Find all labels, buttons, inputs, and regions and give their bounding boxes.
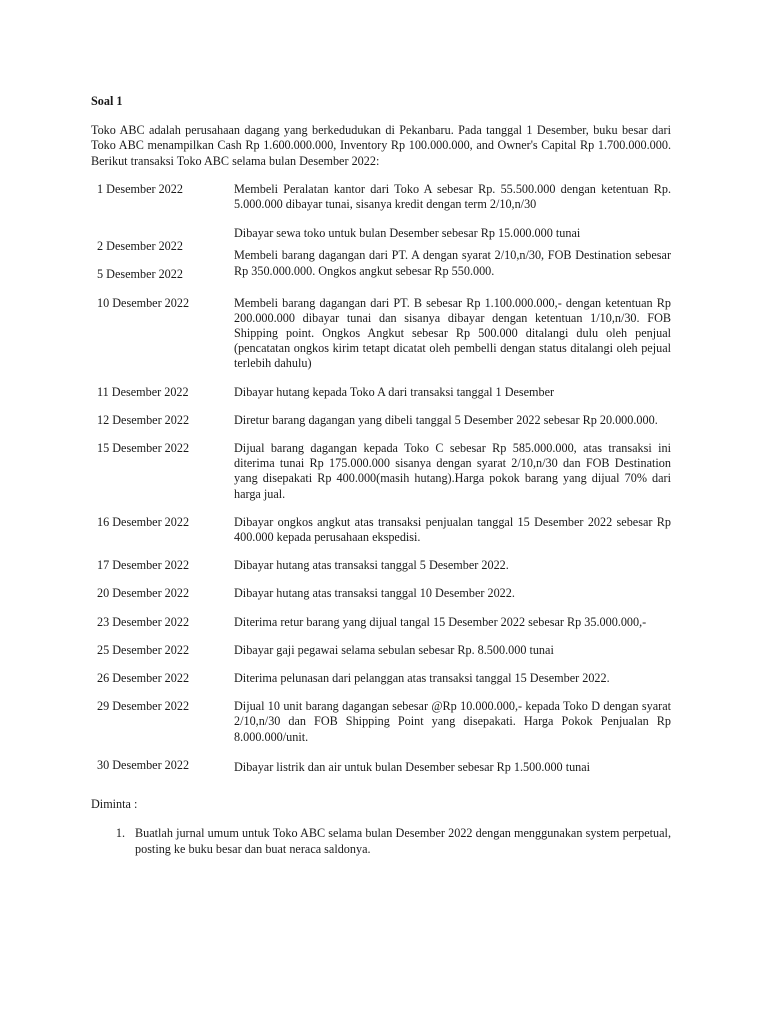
transaction-date: 17 Desember 2022 <box>97 558 190 573</box>
transaction-row <box>91 385 671 400</box>
transaction-date: 16 Desember 2022 <box>97 514 190 529</box>
transaction-description: Dibayar hutang atas transaksi tanggal 10 Desember 2022. <box>234 586 515 601</box>
transaction-description: Diterima pelunasan dari pelanggan atas transaksi tanggal 15 Desember 2022. <box>234 671 610 686</box>
transaction-descriptions-group <box>234 226 671 279</box>
transaction-row <box>91 558 671 573</box>
transaction-description: Membeli barang dagangan dari PT. A dengan syarat 2/10,n/30, FOB Destination sebesar Rp 350.000.000. Ongkos angkut sebesar Rp 550.000. <box>234 248 671 278</box>
transaction-description: Dibayar hutang kepada Toko A dari transaksi tanggal 1 Desember <box>234 384 555 399</box>
transaction-description: Dibayar listrik dan air untuk bulan Desember sebesar Rp 1.500.000 tunai <box>234 759 591 774</box>
transaction-description: Diterima retur barang yang dijual tangal 15 Desember 2022 sebesar Rp 35.000.000,- <box>234 614 647 629</box>
transaction-date: 23 Desember 2022 <box>97 614 190 629</box>
transaction-list <box>91 182 671 775</box>
transaction-date: 2 Desember 2022 <box>97 239 183 254</box>
intro-paragraph: Toko ABC adalah perusahaan dagang yang berkedudukan di Pekanbaru. Pada tanggal 1 Desember, buku besar dari Toko ABC menampilkan Cash Rp 1.600.000.000, Inventory Rp 100.000.000, and Owner's Capital Rp 1.700.000.000. Berikut transaksi Toko ABC selama bulan Desember 2022: <box>91 123 671 168</box>
transaction-row-group <box>91 226 671 282</box>
transaction-description: Membeli barang dagangan dari PT. B sebesar Rp 1.100.000.000,- dengan ketentuan Rp 200.000.000 dibayar tunai dan sisanya dibayar dengan ketentuan 1/10,n/30. FOB Shipping point. Ongkos Angkut sebesar Rp 500.000 ditalangi dulu oleh penjual (pencatatan ongkos kirim tetapt dicatat oleh pembelli dengan status ditalangi oleh pejual terlebih dahulu) <box>234 295 671 371</box>
requirement-text: Buatlah jurnal umum untuk Toko ABC selama bulan Desember 2022 dengan menggunakan system perpetual, posting ke buku besar dan buat neraca saldonya. <box>135 826 671 856</box>
transaction-date: 15 Desember 2022 <box>97 441 190 456</box>
transaction-row <box>91 441 671 502</box>
transaction-row <box>91 586 671 601</box>
requirement-item <box>91 826 671 856</box>
transaction-row <box>91 699 671 745</box>
transaction-row <box>91 515 671 545</box>
transaction-date: 5 Desember 2022 <box>97 267 183 282</box>
transaction-date: 1 Desember 2022 <box>97 181 183 196</box>
transaction-date: 29 Desember 2022 <box>97 699 190 714</box>
transaction-row <box>91 413 671 428</box>
transaction-row <box>91 615 671 630</box>
transaction-description: Dijual barang dagangan kepada Toko C sebesar Rp 585.000.000, atas transaksi ini diterima tunai Rp 175.000.000 sisanya dengan syarat 2/10,n/30 dan FOB Destination yang disepakati Rp 400.000(masih hutang).Harga pokok barang yang dijual 70% dari harga jual. <box>234 441 671 501</box>
diminta-label: Diminta : <box>91 797 138 812</box>
transaction-date: 25 Desember 2022 <box>97 642 190 657</box>
transaction-description: Dibayar ongkos angkut atas transaksi penjualan tanggal 15 Desember 2022 sebesar Rp 400.000 kepada perusahaan ekspedisi. <box>234 514 671 545</box>
transaction-date: 11 Desember 2022 <box>97 384 189 399</box>
transaction-date: 12 Desember 2022 <box>97 412 190 427</box>
transaction-date: 10 Desember 2022 <box>97 295 190 310</box>
transaction-description: Membeli Peralatan kantor dari Toko A sebesar Rp. 55.500.000 dengan ketentuan Rp. 5.000.000 dibayar tunai, sisanya kredit dengan term 2/10,n/30 <box>234 181 671 212</box>
requirement-number: 1. <box>115 826 125 841</box>
transaction-date: 20 Desember 2022 <box>97 586 190 601</box>
transaction-description: Dibayar gaji pegawai selama sebulan sebesar Rp. 8.500.000 tunai <box>234 642 554 657</box>
transaction-description: Dibayar sewa toko untuk bulan Desember sebesar Rp 15.000.000 tunai <box>234 226 581 241</box>
document-page <box>91 94 671 857</box>
transaction-date: 30 Desember 2022 <box>97 757 190 772</box>
transaction-date: 26 Desember 2022 <box>97 671 190 686</box>
transaction-row <box>91 296 671 372</box>
transaction-row <box>91 758 671 775</box>
transaction-row <box>91 671 671 686</box>
transaction-description: Dijual 10 unit barang dagangan sebesar @Rp 10.000.000,- kepada Toko D dengan syarat 2/10,n/30 dan FOB Shipping Point yang disepakati. Harga Pokok Penjualan Rp 8.000.000/unit. <box>234 699 671 744</box>
transaction-dates-group <box>91 226 234 282</box>
document-title: Soal 1 <box>91 94 123 108</box>
transaction-description: Diretur barang dagangan yang dibeli tanggal 5 Desember 2022 sebesar Rp 20.000.000. <box>234 412 658 427</box>
transaction-row <box>91 182 671 212</box>
transaction-row <box>91 643 671 658</box>
transaction-description: Dibayar hutang atas transaksi tanggal 5 Desember 2022. <box>234 558 509 573</box>
